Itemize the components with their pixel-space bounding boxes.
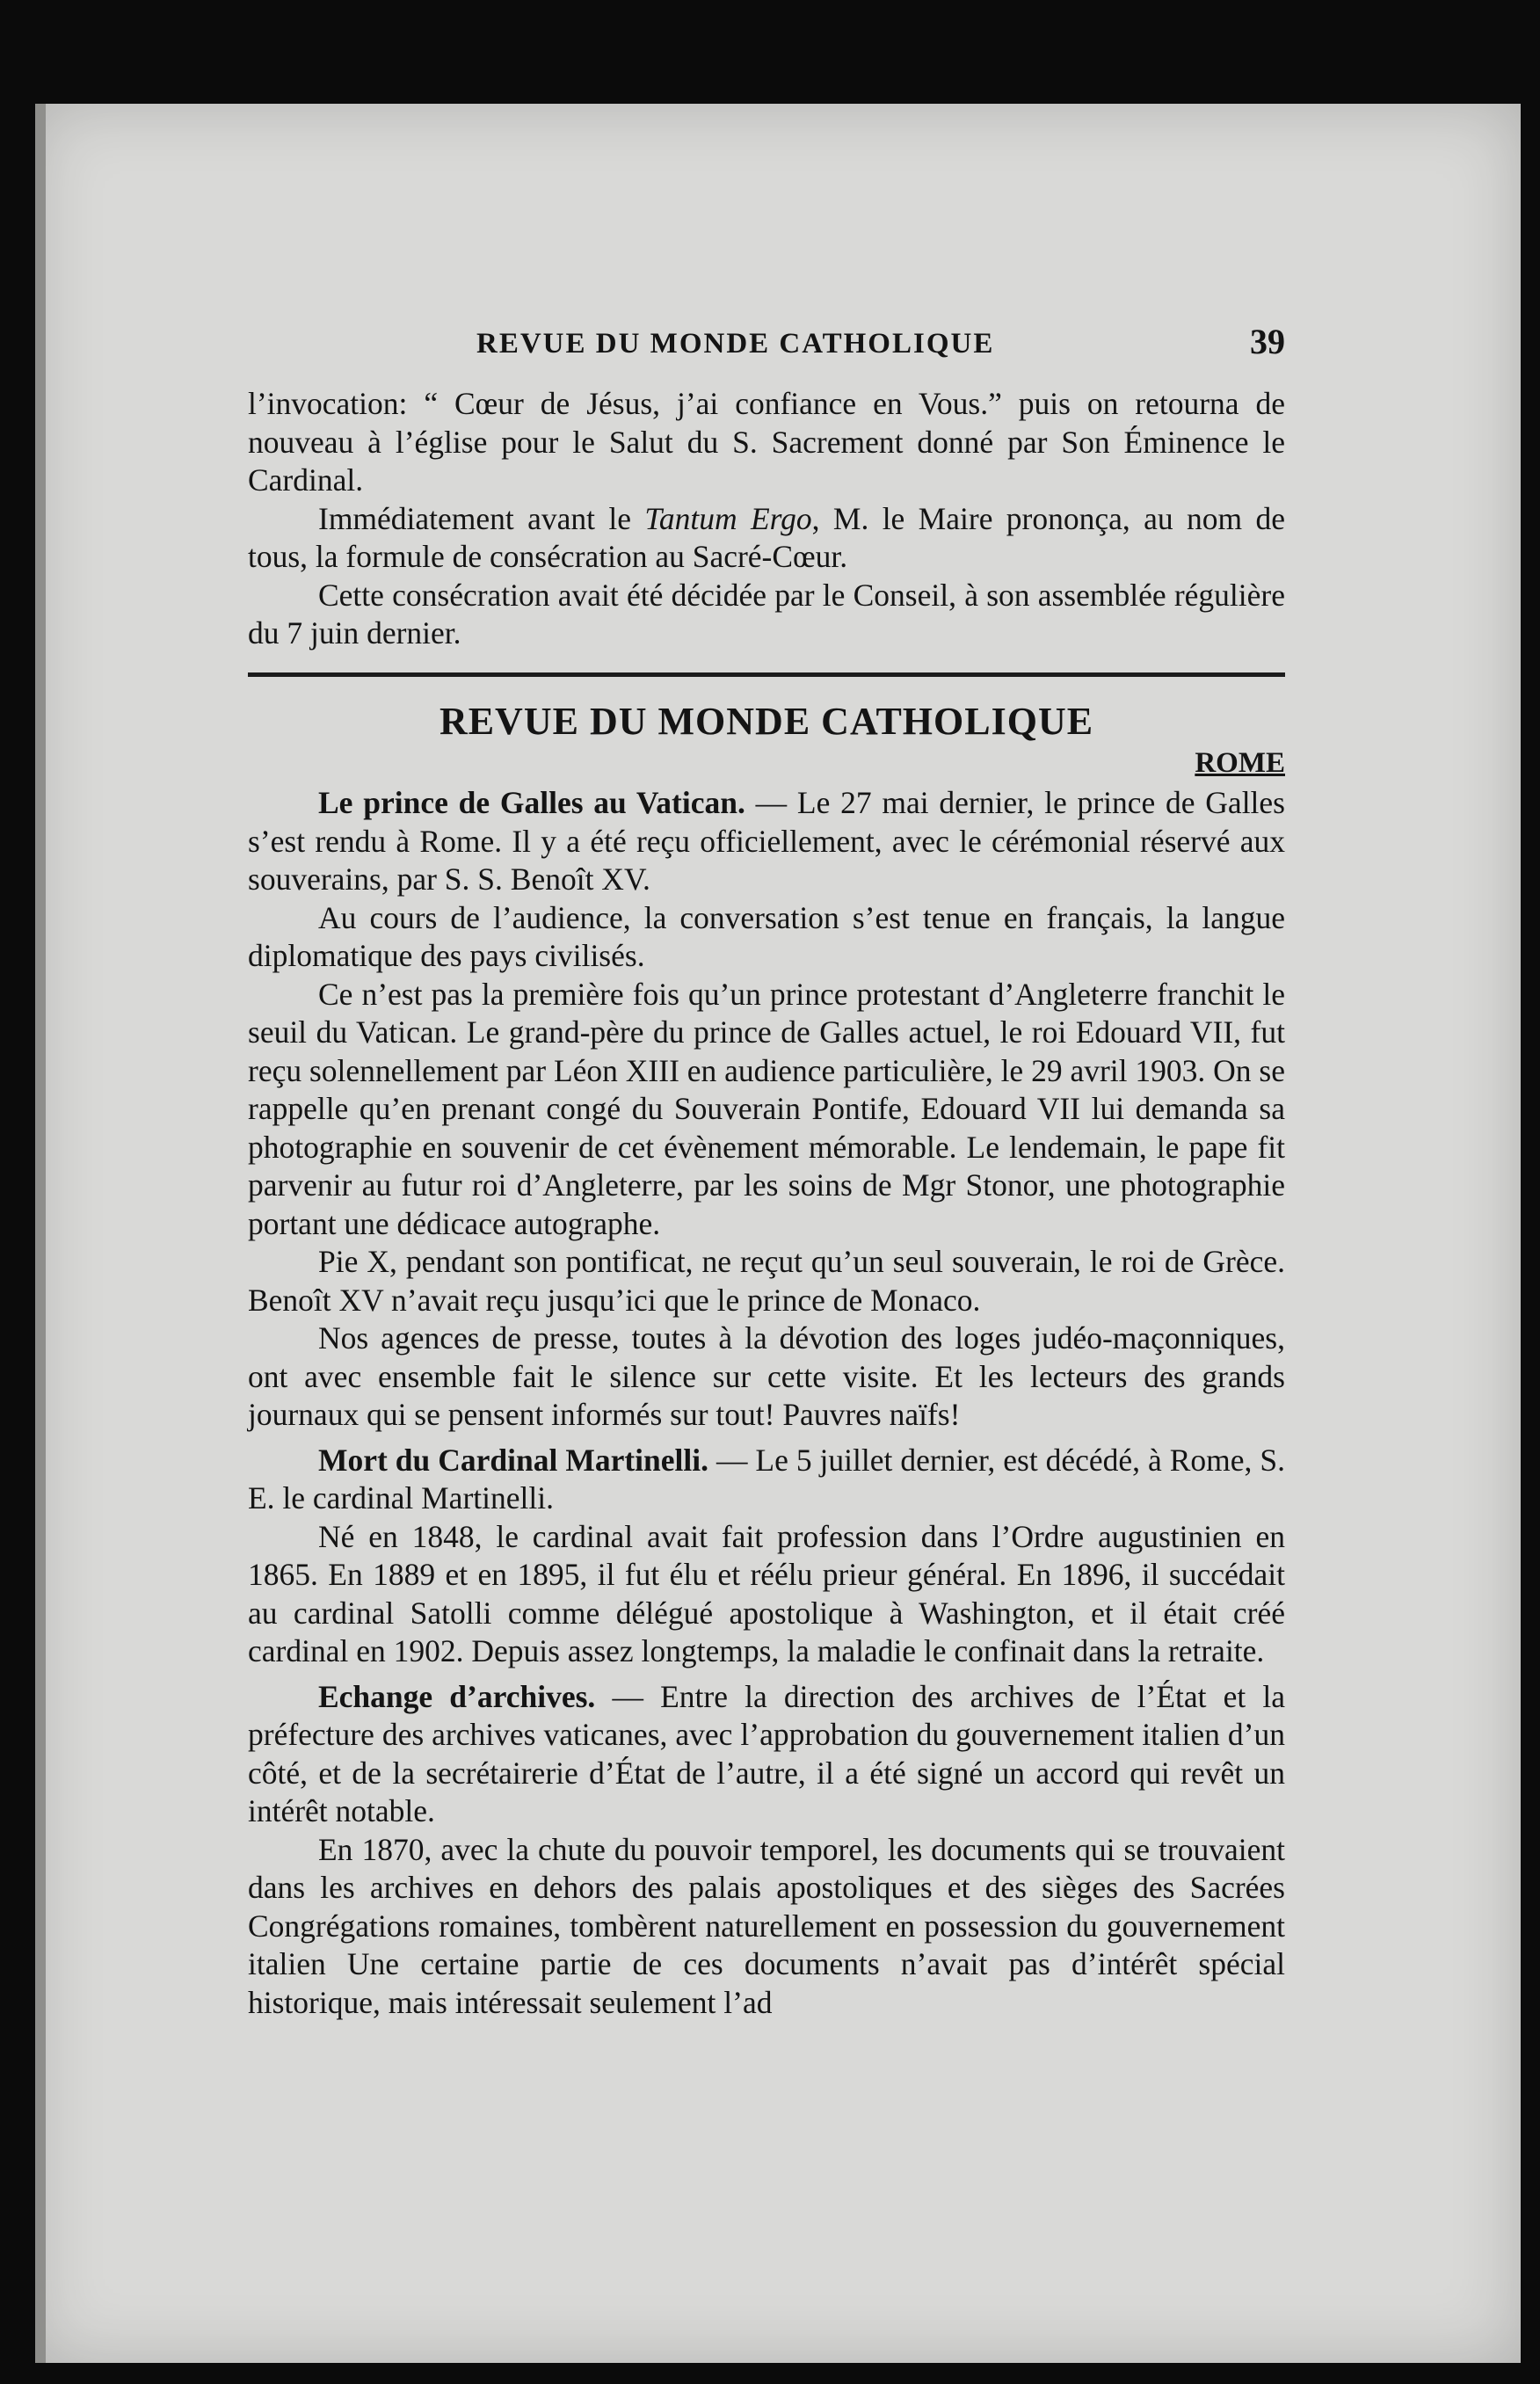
intro-text xyxy=(248,385,1285,653)
intro-paragraph-3: Cette consécration avait été décidée par le Conseil, à son assemblée régulière du 7 juin dernier. xyxy=(248,577,1285,651)
article-1-paragraph-5: Nos agences de presse, toutes à la dévotion des loges judéo-maçonniques, ont avec ensemble fait le silence sur cette visite. Et les lecteurs des grands journaux qui se pensent informés sur tout! Pauvres naïfs! xyxy=(248,1320,1285,1432)
article-1-paragraph-1-text: — Le 27 mai dernier, le prince de Galles s’est rendu à Rome. Il y a été reçu officiellement, avec le cérémonial réservé aux souverains, par S. S. Benoît XV. xyxy=(248,785,1285,897)
article-3-paragraph-2: En 1870, avec la chute du pouvoir temporel, les documents qui se trouvaient dans les archives en dehors des palais apostoliques et des sièges des Sacrées Congrégations romaines, tombèrent naturellement en possession du gouvernement italien Une certaine partie de ces documents n’avait pas d’intérêt spécial historique, mais intéressait seulement l’ad xyxy=(248,1831,1285,2020)
page-header xyxy=(248,321,1285,374)
article-1-paragraph-2: Au cours de l’audience, la conversation s’est tenue en français, la langue diplomatique des pays civilisés. xyxy=(248,899,1285,973)
article-1-paragraph-3: Ce n’est pas la première fois qu’un prince protestant d’Angleterre franchit le seuil du Vatican. Le grand-père du prince de Galles actuel, le roi Edouard VII, fut reçu solennellement par Léon XIII en audience particulière, le 29 avril 1903. On se rappelle qu’en prenant congé du Souverain Pontife, Edouard VII lui demanda sa photographie en souvenir de cet évènement mémorable. Le lendemain, le pape fit parvenir au futur roi d’Angleterre, par les soins de Mgr Stonor, une photographie portant une dédicace autographe. xyxy=(248,976,1285,1241)
section-title: REVUE DU MONDE CATHOLIQUE xyxy=(439,700,1094,743)
article-spacer xyxy=(248,1671,1285,1678)
section-divider xyxy=(248,672,1285,677)
intro-paragraph-2-start: Immédiatement avant le xyxy=(318,500,645,536)
intro-paragraph-1: l’invocation: “ Cœur de Jésus, j’ai confiance en Vous.” puis on retourna de nouveau à l’église pour le Salut du S. Sacrement donné par Son Éminence le Cardinal. xyxy=(248,386,1285,498)
article-3-lead: Echange d’archives. xyxy=(318,1678,596,1714)
intro-paragraph-2 xyxy=(248,500,1285,577)
page-edge xyxy=(35,104,46,2363)
intro-paragraph-2-end: , M. le Maire prononça, au nom de tous, la formule de consécration au Sacré-Cœur. xyxy=(248,500,1285,574)
tantum-ergo-italic: Tantum Ergo xyxy=(644,500,812,536)
article-1-paragraph-1 xyxy=(248,784,1285,899)
article-2-paragraph-2: Né en 1848, le cardinal avait fait profession dans l’Ordre augustinien en 1865. En 1889 et en 1895, il fut élu et réélu prieur général. En 1896, il succédait au cardinal Satolli comme délégué apostolique à Washington, et il était créé cardinal en 1902. Depuis assez longtemps, la maladie le confinait dans la retraite. xyxy=(248,1518,1285,1668)
article-1-lead: Le prince de Galles au Vatican. xyxy=(318,785,745,820)
article-3-paragraph-1 xyxy=(248,1678,1285,1831)
article-1-paragraph-4: Pie X, pendant son pontificat, ne reçut qu’un seul souverain, le roi de Grèce. Benoît XV n’avait reçu jusqu’ici que le prince de Monaco. xyxy=(248,1244,1285,1318)
page-number: 39 xyxy=(1250,322,1285,361)
article-spacer xyxy=(248,1435,1285,1442)
article-2-lead: Mort du Cardinal Martinelli. xyxy=(318,1442,708,1478)
running-head: REVUE DU MONDE CATHOLIQUE xyxy=(476,328,995,360)
section-subtitle: ROME xyxy=(1195,747,1285,779)
article-2-paragraph-1 xyxy=(248,1442,1285,1518)
article-3-paragraph-1-text: — Entre la direction des archives de l’État et la préfecture des archives vaticanes, avec l’approbation du gouvernement italien d’un côté, et de la secrétairerie d’État de l’autre, il a été signé un accord qui revêt un intérêt notable. xyxy=(248,1678,1285,1828)
article-2-paragraph-1-text: — Le 5 juillet dernier, est décédé, à Rome, S. E. le cardinal Martinelli. xyxy=(248,1442,1285,1515)
main-article-text xyxy=(248,784,1285,2022)
